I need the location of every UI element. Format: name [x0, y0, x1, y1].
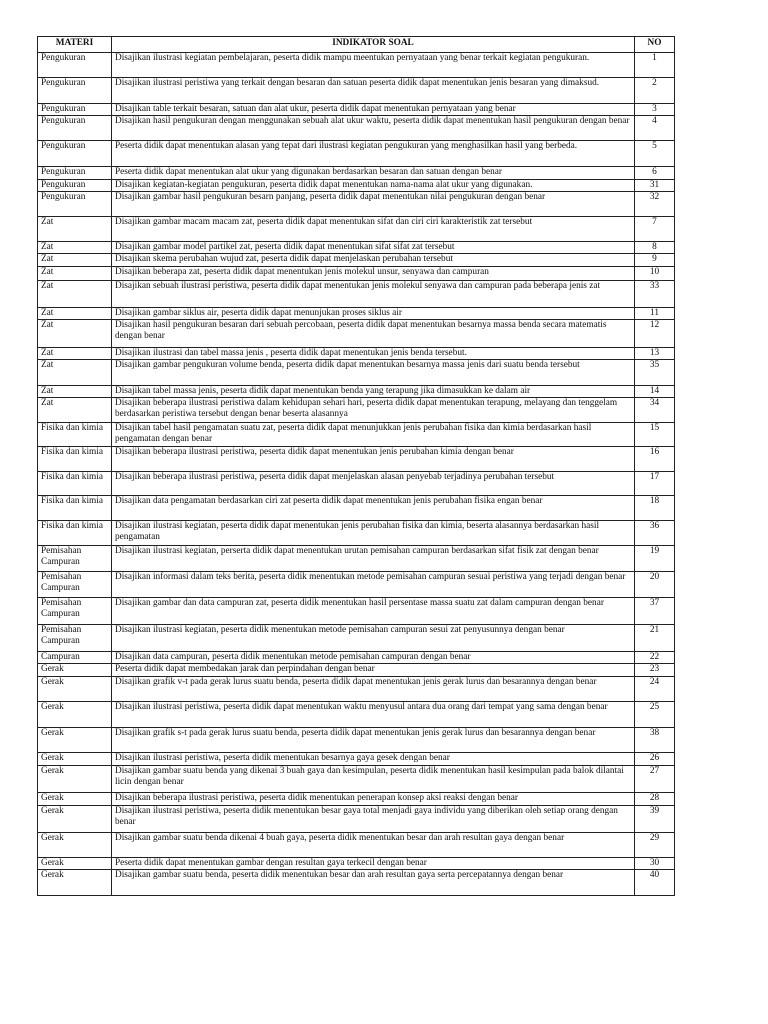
cell-materi: Zat [38, 281, 112, 308]
cell-no: 29 [635, 833, 675, 858]
table-row [38, 652, 675, 664]
cell-indikator: Disajikan ilustrasi peristiwa, peserta didik menentukan besar gaya total menjadi gaya individu yang diberikan oleh setiap orang dengan benar [112, 806, 635, 833]
cell-indikator: Peserta didik dapat menentukan alasan yang tepat dari ilustrasi kegiatan pengukuran yang menghasilkan hasil yang berbeda. [112, 141, 635, 167]
cell-materi: Pengukuran [38, 78, 112, 104]
cell-materi: Pengukuran [38, 192, 112, 217]
cell-no: 22 [635, 652, 675, 664]
table-row [38, 702, 675, 728]
cell-indikator: Disajikan ilustrasi peristiwa yang terkait dengan besaran dan satuan peserta didik dapat menentukan jenis besaran yang dimaksud. [112, 78, 635, 104]
table-row [38, 320, 675, 348]
table-row [38, 116, 675, 141]
table-row [38, 664, 675, 677]
cell-indikator: Disajikan gambar suatu benda yang dikenai 3 buah gaya dan kesimpulan, peserta didik menentukan hasil kesimpulan pada balok dilantai licin dengan benar [112, 766, 635, 793]
cell-indikator: Disajikan gambar dan data campuran zat, peserta didik menentukan hasil persentase massa suatu zat dalam campuran dengan benar [112, 598, 635, 625]
cell-no: 19 [635, 546, 675, 572]
cell-no: 34 [635, 398, 675, 423]
table-row [38, 521, 675, 546]
document-page [37, 36, 674, 896]
cell-indikator: Disajikan table terkait besaran, satuan dan alat ukur, peserta didik dapat menentukan pernyataan yang benar [112, 104, 635, 116]
header-indikator-soal: INDIKATOR SOAL [112, 37, 635, 53]
cell-materi: Zat [38, 360, 112, 386]
table-row [38, 386, 675, 398]
cell-materi: Gerak [38, 858, 112, 870]
cell-materi: Pemisahan Campuran [38, 598, 112, 625]
cell-materi: Gerak [38, 664, 112, 677]
cell-indikator: Peserta didik dapat menentukan alat ukur yang digunakan berdasarkan besaran dan satuan dengan benar [112, 167, 635, 180]
cell-no: 39 [635, 806, 675, 833]
cell-no: 6 [635, 167, 675, 180]
table-row [38, 677, 675, 702]
cell-materi: Gerak [38, 870, 112, 896]
table-row [38, 267, 675, 281]
table-row [38, 496, 675, 521]
cell-indikator: Disajikan ilustrasi peristiwa, peserta didik menentukan besarnya gaya gesek dengan benar [112, 753, 635, 766]
cell-indikator: Disajikan beberapa ilustrasi peristiwa dalam kehidupan sehari hari, peserta didik dapat menentukan terapung, melayang dan tenggelam berdasarkan peristiwa tersebut dengan benar beserta alasannya [112, 398, 635, 423]
cell-materi: Fisika dan kimia [38, 521, 112, 546]
cell-materi: Gerak [38, 753, 112, 766]
cell-materi: Pengukuran [38, 167, 112, 180]
cell-indikator: Disajikan gambar siklus air, peserta didik dapat menunjukan proses siklus air [112, 308, 635, 320]
cell-no: 9 [635, 254, 675, 267]
table-row [38, 104, 675, 116]
table-row [38, 833, 675, 858]
cell-materi: Pengukuran [38, 141, 112, 167]
cell-no: 32 [635, 192, 675, 217]
cell-no: 23 [635, 664, 675, 677]
cell-indikator: Disajikan gambar hasil pengukuran besarn panjang, peserta didik dapat menentukan nilai pengukuran dengan benar [112, 192, 635, 217]
cell-materi: Fisika dan kimia [38, 447, 112, 472]
cell-no: 20 [635, 572, 675, 598]
cell-materi: Gerak [38, 766, 112, 793]
cell-materi: Fisika dan kimia [38, 472, 112, 496]
cell-no: 3 [635, 104, 675, 116]
table-row [38, 546, 675, 572]
cell-no: 13 [635, 348, 675, 360]
cell-no: 2 [635, 78, 675, 104]
cell-materi: Gerak [38, 702, 112, 728]
cell-no: 18 [635, 496, 675, 521]
table-row [38, 598, 675, 625]
table-row [38, 167, 675, 180]
cell-indikator: Disajikan kegiatan-kegiatan pengukuran, peserta didik dapat menentukan nama-nama alat ukur yang digunakan. [112, 180, 635, 192]
cell-indikator: Peserta didik dapat membedakan jarak dan perpindahan dengan benar [112, 664, 635, 677]
cell-materi: Zat [38, 217, 112, 242]
cell-no: 10 [635, 267, 675, 281]
table-row [38, 53, 675, 78]
cell-no: 16 [635, 447, 675, 472]
cell-indikator: Disajikan beberapa ilustrasi peristiwa, peserta didik dapat menentukan jenis perubahan kimia dengan benar [112, 447, 635, 472]
cell-no: 27 [635, 766, 675, 793]
table-row [38, 360, 675, 386]
table-row [38, 447, 675, 472]
cell-no: 12 [635, 320, 675, 348]
cell-no: 37 [635, 598, 675, 625]
cell-materi: Zat [38, 308, 112, 320]
cell-indikator: Disajikan beberapa ilustrasi peristiwa, peserta didik dapat menjelaskan alasan penyebab terjadinya perubahan tersebut [112, 472, 635, 496]
cell-materi: Zat [38, 242, 112, 254]
cell-materi: Zat [38, 267, 112, 281]
cell-indikator: Disajikan tabel hasil pengamatan suatu zat, peserta didik dapat menunjukkan jenis perubahan fisika dan kimia berdasarkan hasil pengamatan dengan benar [112, 423, 635, 447]
table-row [38, 217, 675, 242]
cell-materi: Pengukuran [38, 53, 112, 78]
cell-indikator: Disajikan gambar model partikel zat, peserta didik dapat menentukan sifat sifat zat tersebut [112, 242, 635, 254]
cell-materi: Gerak [38, 677, 112, 702]
cell-materi: Gerak [38, 806, 112, 833]
cell-no: 38 [635, 728, 675, 753]
table-row [38, 348, 675, 360]
cell-no: 40 [635, 870, 675, 896]
cell-materi: Fisika dan kimia [38, 496, 112, 521]
cell-indikator: Disajikan data campuran, peserta didik menentukan metode pemisahan campuran dengan benar [112, 652, 635, 664]
cell-no: 33 [635, 281, 675, 308]
table-row [38, 192, 675, 217]
cell-materi: Pemisahan Campuran [38, 546, 112, 572]
cell-no: 7 [635, 217, 675, 242]
cell-materi: Zat [38, 320, 112, 348]
cell-no: 1 [635, 53, 675, 78]
cell-no: 21 [635, 625, 675, 652]
table-row [38, 242, 675, 254]
table-row [38, 472, 675, 496]
table-row [38, 753, 675, 766]
cell-indikator: Disajikan data pengamatan berdasarkan ciri zat peserta didik dapat menentukan jenis perubahan fisika engan benar [112, 496, 635, 521]
table-row [38, 766, 675, 793]
cell-indikator: Disajikan ilustrasi kegiatan, perserta didik dapat menentukan urutan pemisahan campuran berdasarkan sifat fisik zat dengan benar [112, 546, 635, 572]
cell-materi: Zat [38, 254, 112, 267]
table-row [38, 281, 675, 308]
cell-no: 8 [635, 242, 675, 254]
table-row [38, 78, 675, 104]
cell-materi: Fisika dan kimia [38, 423, 112, 447]
cell-no: 35 [635, 360, 675, 386]
cell-no: 30 [635, 858, 675, 870]
cell-indikator: Disajikan beberapa zat, peserta didik dapat menentukan jenis molekul unsur, senyawa dan campuran [112, 267, 635, 281]
cell-indikator: Disajikan tabel massa jenis, peserta didik dapat menentukan benda yang terapung jika dimasukkan ke dalam air [112, 386, 635, 398]
table-row [38, 141, 675, 167]
cell-no: 31 [635, 180, 675, 192]
cell-indikator: Disajikan ilustrasi peristiwa, peserta didik dapat menentukan waktu menyusul antara dua orang dari tempat yang sama dengan benar [112, 702, 635, 728]
cell-indikator: Disajikan ilustrasi dan tabel massa jenis , peserta didik dapat menentukan jenis benda tersebut. [112, 348, 635, 360]
cell-no: 5 [635, 141, 675, 167]
indicator-table [37, 36, 675, 896]
cell-materi: Zat [38, 398, 112, 423]
table-row [38, 858, 675, 870]
table-row [38, 423, 675, 447]
cell-materi: Pemisahan Campuran [38, 572, 112, 598]
table-row [38, 398, 675, 423]
cell-materi: Gerak [38, 793, 112, 806]
table-row [38, 254, 675, 267]
cell-no: 15 [635, 423, 675, 447]
cell-no: 17 [635, 472, 675, 496]
cell-indikator: Disajikan gambar pengukuran volume benda, peserta didik dapat menentukan besarnya massa jenis dari suatu benda tersebut [112, 360, 635, 386]
cell-materi: Gerak [38, 833, 112, 858]
cell-no: 28 [635, 793, 675, 806]
table-row [38, 308, 675, 320]
cell-indikator: Disajikan sebuah ilustrasi peristiwa, peserta didik dapat menentukan jenis molekul senyawa dan campuran pada beberapa jenis zat [112, 281, 635, 308]
cell-indikator: Disajikan hasil pengukuran besaran dari sebuah percobaan, peserta didik dapat menentukan besarnya massa benda secara matematis dengan benar [112, 320, 635, 348]
cell-no: 26 [635, 753, 675, 766]
cell-indikator: Disajikan skema perubahan wujud zat, peserta didik dapat menjelaskan perubahan tersebut [112, 254, 635, 267]
table-header-row [38, 37, 675, 53]
table-row [38, 625, 675, 652]
cell-materi: Pengukuran [38, 104, 112, 116]
table-row [38, 572, 675, 598]
cell-indikator: Peserta didik dapat menentukan gambar dengan resultan gaya terkecil dengan benar [112, 858, 635, 870]
cell-indikator: Disajikan gambar macam macam zat, peserta didik dapat menentukan sifat dan ciri ciri karakteristik zat tersebut [112, 217, 635, 242]
cell-no: 14 [635, 386, 675, 398]
table-row [38, 806, 675, 833]
cell-indikator: Disajikan grafik s-t pada gerak lurus suatu benda, peserta didik dapat menentukan jenis gerak lurus dan besarannya dengan benar [112, 728, 635, 753]
cell-indikator: Disajikan grafik v-t pada gerak lurus suatu benda, peserta didik dapat menentukan jenis gerak lurus dan besarannya dengan benar [112, 677, 635, 702]
cell-indikator: Disajikan ilustrasi kegiatan, peserta didik dapat menentukan jenis perubahan fisika dan kimia, beserta alasannya berdasarkan hasil pengamatan [112, 521, 635, 546]
cell-indikator: Disajikan gambar suatu benda, peserta didik menentukan besar dan arah resultan gaya serta percepatannya dengan benar [112, 870, 635, 896]
cell-materi: Gerak [38, 728, 112, 753]
cell-materi: Pengukuran [38, 116, 112, 141]
cell-materi: Pemisahan Campuran [38, 625, 112, 652]
cell-indikator: Disajikan ilustrasi kegiatan pembelajaran, peserta didik mampu meentukan pernyataan yang benar terkait kegiatan pengukuran. [112, 53, 635, 78]
cell-materi: Campuran [38, 652, 112, 664]
header-materi: MATERI [38, 37, 112, 53]
table-row [38, 728, 675, 753]
cell-materi: Zat [38, 348, 112, 360]
cell-no: 11 [635, 308, 675, 320]
header-no: NO [635, 37, 675, 53]
cell-no: 24 [635, 677, 675, 702]
cell-no: 4 [635, 116, 675, 141]
cell-materi: Pengukuran [38, 180, 112, 192]
cell-materi: Zat [38, 386, 112, 398]
cell-indikator: Disajikan gambar suatu benda dikenai 4 buah gaya, peserta didik menentukan besar dan arah resultan gaya dengan benar [112, 833, 635, 858]
cell-indikator: Disajikan ilustrasi kegiatan, peserta didik menentukan metode pemisahan campuran sesui zat penyusunnya dengan benar [112, 625, 635, 652]
cell-no: 25 [635, 702, 675, 728]
table-row [38, 793, 675, 806]
cell-indikator: Disajikan informasi dalam teks berita, peserta didik menentukan metode pemisahan campuran sesuai peristiwa yang terjadi dengan benar [112, 572, 635, 598]
cell-no: 36 [635, 521, 675, 546]
cell-indikator: Disajikan hasil pengukuran dengan menggunakan sebuah alat ukur waktu, peserta didik dapat menentukan hasil pengukuran dengan benar [112, 116, 635, 141]
table-row [38, 870, 675, 896]
cell-indikator: Disajikan beberapa ilustrasi peristiwa, peserta didik menentukan penerapan konsep aksi reaksi dengan benar [112, 793, 635, 806]
table-row [38, 180, 675, 192]
